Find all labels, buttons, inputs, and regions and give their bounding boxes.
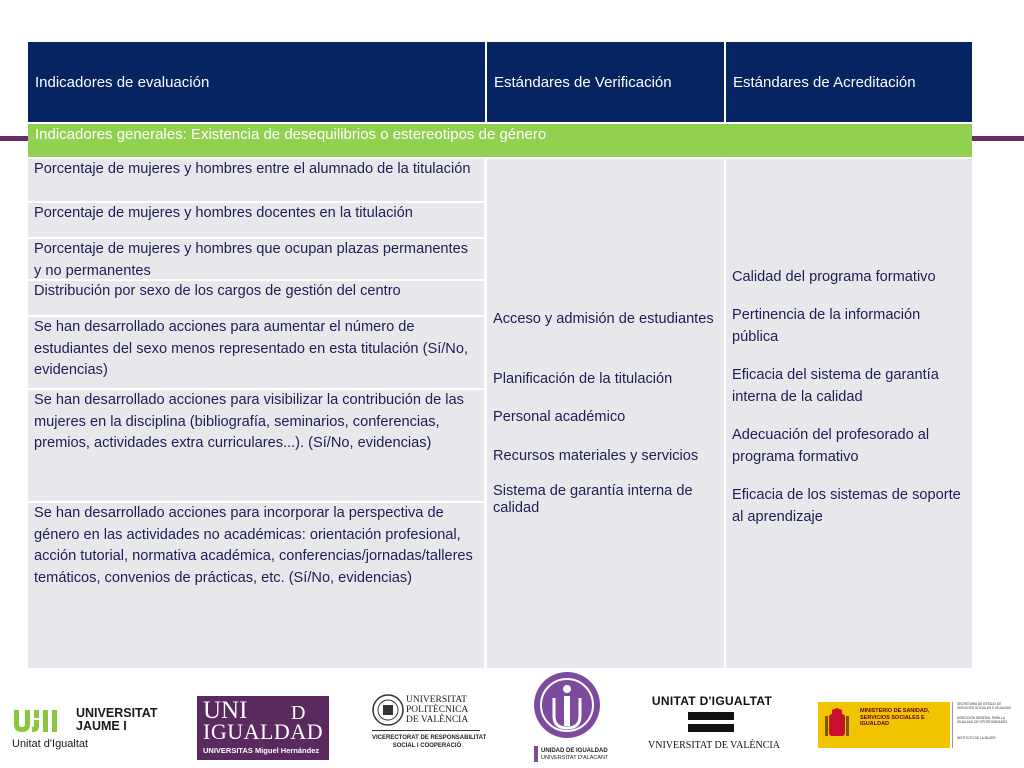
ua-logo	[530, 670, 609, 764]
uv-logo	[648, 694, 780, 758]
gob-ministerio: MINISTERIO DE SANIDAD, SERVICIOS SOCIALES E IGUALDAD	[860, 708, 930, 727]
umh-line1: UNI	[203, 697, 248, 724]
indicator-row-4: Distribución por sexo de los cargos de gestión del centro	[28, 281, 486, 317]
verification-cell	[487, 159, 726, 668]
header-acreditacion: Estándares de Acreditación	[726, 42, 972, 122]
verification-item-3: Personal académico	[493, 409, 626, 425]
logo-strip	[0, 668, 1024, 768]
upv-line1: UNIVERSITAT	[406, 695, 467, 705]
gob-secretaria: SECRETARÍA DE ESTADO DE SERVICIOS SOCIALES E IGUALDAD	[957, 702, 1012, 710]
accreditation-item-4: Adecuación del profesorado al programa formativo	[732, 427, 930, 465]
verification-item-2: Planificación de la titulación	[493, 371, 673, 387]
ua-line2: UNIVERSITAT D'ALACANT	[541, 755, 609, 761]
spain-coat-of-arms-icon	[824, 708, 850, 742]
umh-line3: UNIVERSITAS Miguel Hernández	[203, 746, 320, 755]
uji-mark-icon	[12, 706, 74, 734]
upv-line4: VICERECTORAT DE RESPONSABILITAT	[372, 735, 487, 741]
indicator-row-1: Porcentaje de mujeres y hombres entre el alumnado de la titulación	[28, 159, 486, 203]
verification-item-4: Recursos materiales y servicios	[493, 448, 699, 464]
uv-line1: UNITAT D'IGUALTAT	[651, 694, 773, 708]
umh-line2: IGUALDAD	[203, 719, 324, 744]
uv-equal-bar-top	[688, 712, 734, 720]
ua-line1: UNIDAD DE IGUALDAD	[541, 748, 608, 754]
uv-line2: VNIVERSITAT DE VALÈNCIA	[648, 740, 780, 751]
header-indicadores: Indicadores de evaluación	[28, 42, 487, 122]
gob-direccion: DIRECCIÓN GENERAL PARA LA IGUALDAD DE OPORTUNIDADES	[957, 716, 1008, 724]
decorative-stripe-right	[972, 136, 1024, 141]
gob-instituto: INSTITUTO DE LA MUJER	[957, 736, 996, 740]
ua-igualdad-icon	[532, 670, 602, 740]
gob-yellow-block	[818, 702, 950, 748]
header-verificacion: Estándares de Verificación	[487, 42, 726, 122]
accreditation-item-2: Pertinencia de la información pública	[732, 307, 921, 345]
accreditation-cell	[726, 159, 972, 668]
section-title-row: Indicadores generales: Existencia de desequilibrios o estereotipos de género	[28, 124, 972, 159]
indicator-row-6: Se han desarrollado acciones para visibilizar la contribución de las mujeres en la disciplina (bibliografía, seminarios, conferencias, premios, actividades extra curriculares...). (Sí/No, evidencias)	[28, 390, 486, 503]
verification-item-5: Sistema de garantía interna de calidad	[493, 483, 693, 516]
uji-logo	[12, 706, 172, 754]
gobierno-logo	[818, 702, 1018, 748]
upv-line5: SOCIAL I COOPERACIÓ	[392, 743, 462, 749]
indicator-row-2: Porcentaje de mujeres y hombres docentes en la titulación	[28, 203, 486, 239]
evaluation-table	[28, 42, 972, 668]
indicator-row-5: Se han desarrollado acciones para aumentar el número de estudiantes del sexo menos representado en esta titulación (Sí/No, evidencias)	[28, 317, 486, 390]
accreditation-item-1: Calidad del programa formativo	[732, 269, 936, 285]
upv-logo	[372, 694, 487, 758]
accreditation-item-3: Eficacia del sistema de garantía interna de la calidad	[732, 367, 939, 405]
verification-item-1: Acceso y admisión de estudiantes	[493, 311, 714, 327]
accreditation-item-5: Eficacia de los sistemas de soporte al aprendizaje	[732, 487, 961, 525]
umh-igualdad-logo	[197, 696, 329, 760]
uji-name: UNIVERSITAT JAUME I	[76, 706, 158, 733]
umh-line1b: D	[291, 702, 306, 724]
indicator-row-3: Porcentaje de mujeres y hombres que ocupan plazas permanentes y no permanentes	[28, 239, 486, 281]
decorative-stripe-left	[0, 136, 28, 141]
upv-line2: POLITÈCNICA	[406, 705, 469, 715]
gob-white-block	[952, 702, 1019, 748]
upv-seal-icon	[372, 694, 404, 726]
ua-bar	[534, 746, 538, 762]
upv-line3: DE VALÈNCIA	[406, 715, 469, 725]
upv-divider	[372, 730, 480, 731]
uv-equal-bar-bottom	[688, 724, 734, 732]
uji-unit: Unitat d'Igualtat	[12, 738, 89, 750]
indicator-row-7: Se han desarrollado acciones para incorporar la perspectiva de género en las actividades no académicas: orientación profesional, acción tutorial, normativa académica, conferencias/jornadas/talleres temáticos, convenios de prácticas, etc. (Sí/No, evidencias)	[28, 503, 486, 668]
